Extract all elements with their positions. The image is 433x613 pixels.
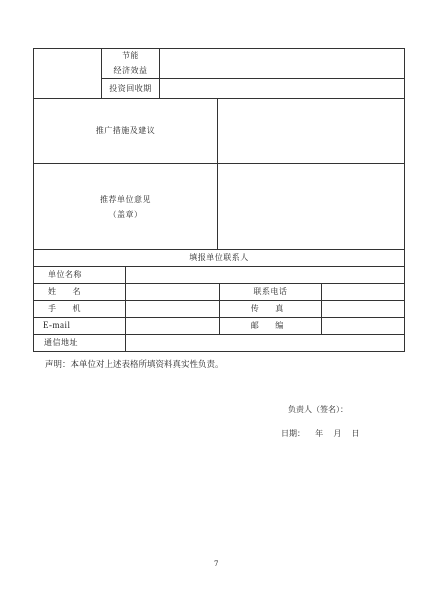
table-right-border: [404, 48, 405, 351]
table-row-line: [33, 98, 405, 99]
postcode-label: 邮 编: [250, 321, 291, 330]
address-label: 通信地址: [44, 338, 78, 347]
payback-period-label: 投资回收期: [109, 84, 152, 93]
table-column-line: [159, 48, 160, 98]
table-column-line: [321, 283, 322, 334]
fax-label: 传 真: [250, 304, 291, 313]
table-row-line: [33, 249, 405, 250]
email-label: E-mail: [43, 320, 71, 330]
table-bottom-border: [33, 351, 405, 352]
phone-label: 联系电话: [253, 287, 288, 296]
recommend-seal-label: （盖章）: [108, 210, 143, 219]
table-top-border: [33, 48, 405, 49]
energy-benefit-label-line1: 节能: [122, 51, 139, 60]
table-row-line: [33, 334, 405, 335]
date-line: 日期： 年 月 日: [281, 429, 360, 438]
table-column-line: [125, 266, 126, 351]
table-row-line: [33, 266, 405, 267]
energy-benefit-label-line2: 经济效益: [113, 66, 148, 75]
responsible-signature: 负责人（签名）：: [288, 405, 348, 414]
promotion-measures-label: 推广措施及建议: [95, 126, 156, 135]
recommend-opinion-label: 推荐单位意见: [100, 195, 151, 204]
table-column-line: [217, 98, 218, 249]
contact-header: 填报单位联系人: [189, 253, 249, 262]
table-row-line: [33, 163, 405, 164]
unit-name-label: 单位名称: [48, 270, 82, 279]
mobile-label: 手 机: [48, 304, 88, 313]
table-row-line: [101, 78, 405, 79]
declaration-text: 声明：本单位对上述表格所填资料真实性负责。: [45, 360, 224, 370]
page-number: 7: [214, 560, 219, 568]
name-label: 姓 名: [48, 287, 88, 296]
